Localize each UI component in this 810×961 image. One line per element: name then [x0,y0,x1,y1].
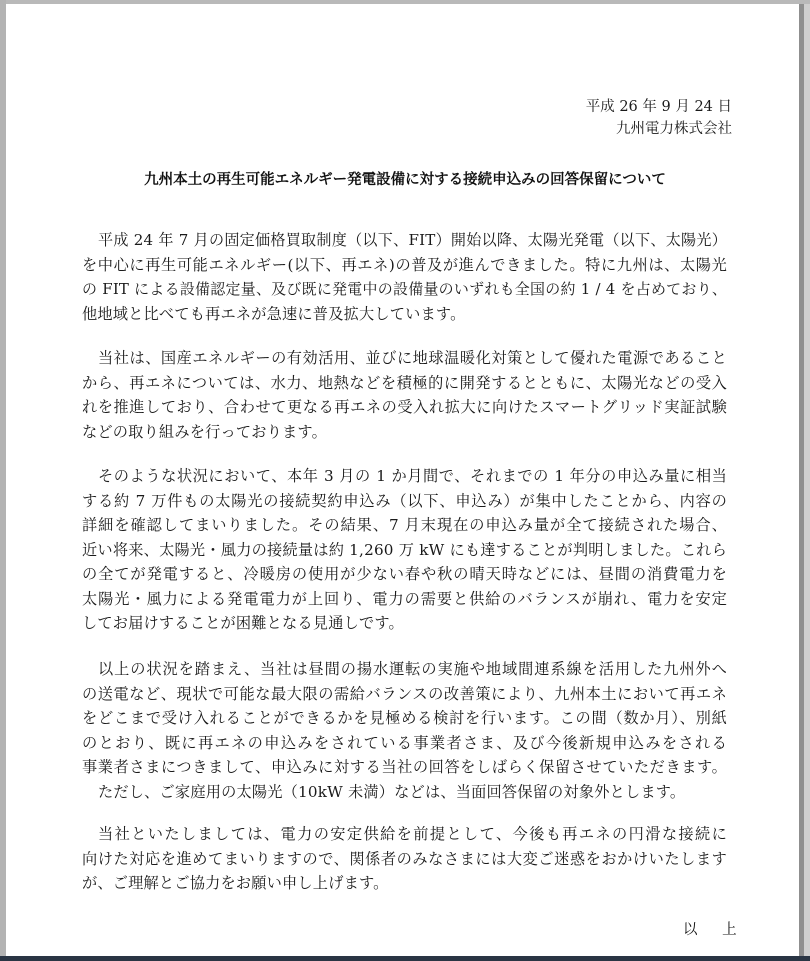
company-name: 九州電力株式会社 [616,121,732,137]
paragraph-5 [82,822,727,896]
paragraph-line: そのような状況において、本年 3 月の 1 か月間で、それまでの 1 年分の申込み量に相当 [98,467,727,485]
paragraph-2 [82,346,727,444]
paragraph-line: 太陽光・風力による発電電力が上回り、電力の需要と供給のバランスが崩れ、電力を安定 [82,589,727,608]
paragraph-line: などの取り組みを行っております。 [82,422,327,441]
paragraph-line: 他地域と比べても再エネが急速に普及拡大しています。 [82,304,466,323]
paragraph-line: 詳細を確認してまいりました。その結果、7 月末現在の申込み量が全て接続された場合、 [82,516,727,534]
paragraph-line: れを推進しており、合わせて更なる再エネの受入れ拡大に向けたスマートグリッド実証試験 [82,398,727,416]
paragraph-line: 向けた対応を進めてまいりますので、関係者のみなさまには大変ご迷惑をおかけいたします [82,849,727,868]
paragraph-line: する約 7 万件もの太陽光の接続契約申込み（以下、申込み）が集中したことから、内容の [82,491,727,510]
paragraph-line: 事業者さまにつきまして、申込みに対する当社の回答をしばらく保留させていただきます。 [82,758,727,776]
paragraph-line: の全てが発電すると、冷暖房の使用が少ない春や秋の晴天時などには、昼間の消費電力を [82,565,727,583]
paragraph-line: 近い将来、太陽光・風力の接続量は約 1,260 万 kW にも達することが判明しました。これら [82,540,727,559]
paragraph-4 [82,657,727,804]
paragraph-line: のとおり、既に再エネの申込みをされている事業者さま、及び今後新規申込みをされる [82,733,727,752]
paragraph-line: 平成 24 年 7 月の固定価格買取制度（以下、FIT）開始以降、太陽光発電（以下、太陽光） [98,231,727,249]
paragraph-line: の送電など、現状で可能な最大限の需給バランスの改善策により、九州本土において再エネ [82,684,727,703]
paragraph-line: 当社といたしましては、電力の安定供給を前提として、今後も再エネの円滑な接続に [98,825,727,843]
paragraph-3 [82,464,727,636]
paragraph-line: が、ご理解とご協力をお願い申し上げます。 [82,874,389,892]
viewer-bottom-bar [0,956,810,961]
paragraph-line: の FIT による設備認定量、及び既に発電中の設備量のいずれも全国の約 1 / 4 を占めており、 [82,280,727,298]
paragraph-line: ただし、ご家庭用の太陽光（10kW 未満）などは、当面回答保留の対象外とします。 [98,782,686,801]
document-date: 平成 26 年 9 月 24 日 [585,99,732,115]
paragraph-1 [82,228,727,326]
paragraph-line: 以上の状況を踏まえ、当社は昼間の揚水運転の実施や地域間連系線を活用した九州外へ [98,660,727,678]
paragraph-line: をどこまで受け入れることができるかを見極める検討を行います。この間（数か月）、別紙 [82,709,727,727]
closing-mark: 以 上 [683,922,747,938]
paragraph-line: を中心に再生可能エネルギー(以下、再エネ)の普及が進んできました。特に九州は、太陽光 [82,255,727,274]
viewer-right-scroll-area[interactable] [804,4,810,956]
paragraph-line: 当社は、国産エネルギーの有効活用、並びに地球温暖化対策として優れた電源であること [98,349,727,367]
document-title: 九州本土の再生可能エネルギー発電設備に対する接続申込みの回答保留について [144,172,666,188]
paragraph-line: から、再エネについては、水力、地熱などを積極的に開発するとともに、太陽光などの受入 [82,373,727,392]
paragraph-line: してお届けすることが困難となる見通しです。 [82,614,404,632]
